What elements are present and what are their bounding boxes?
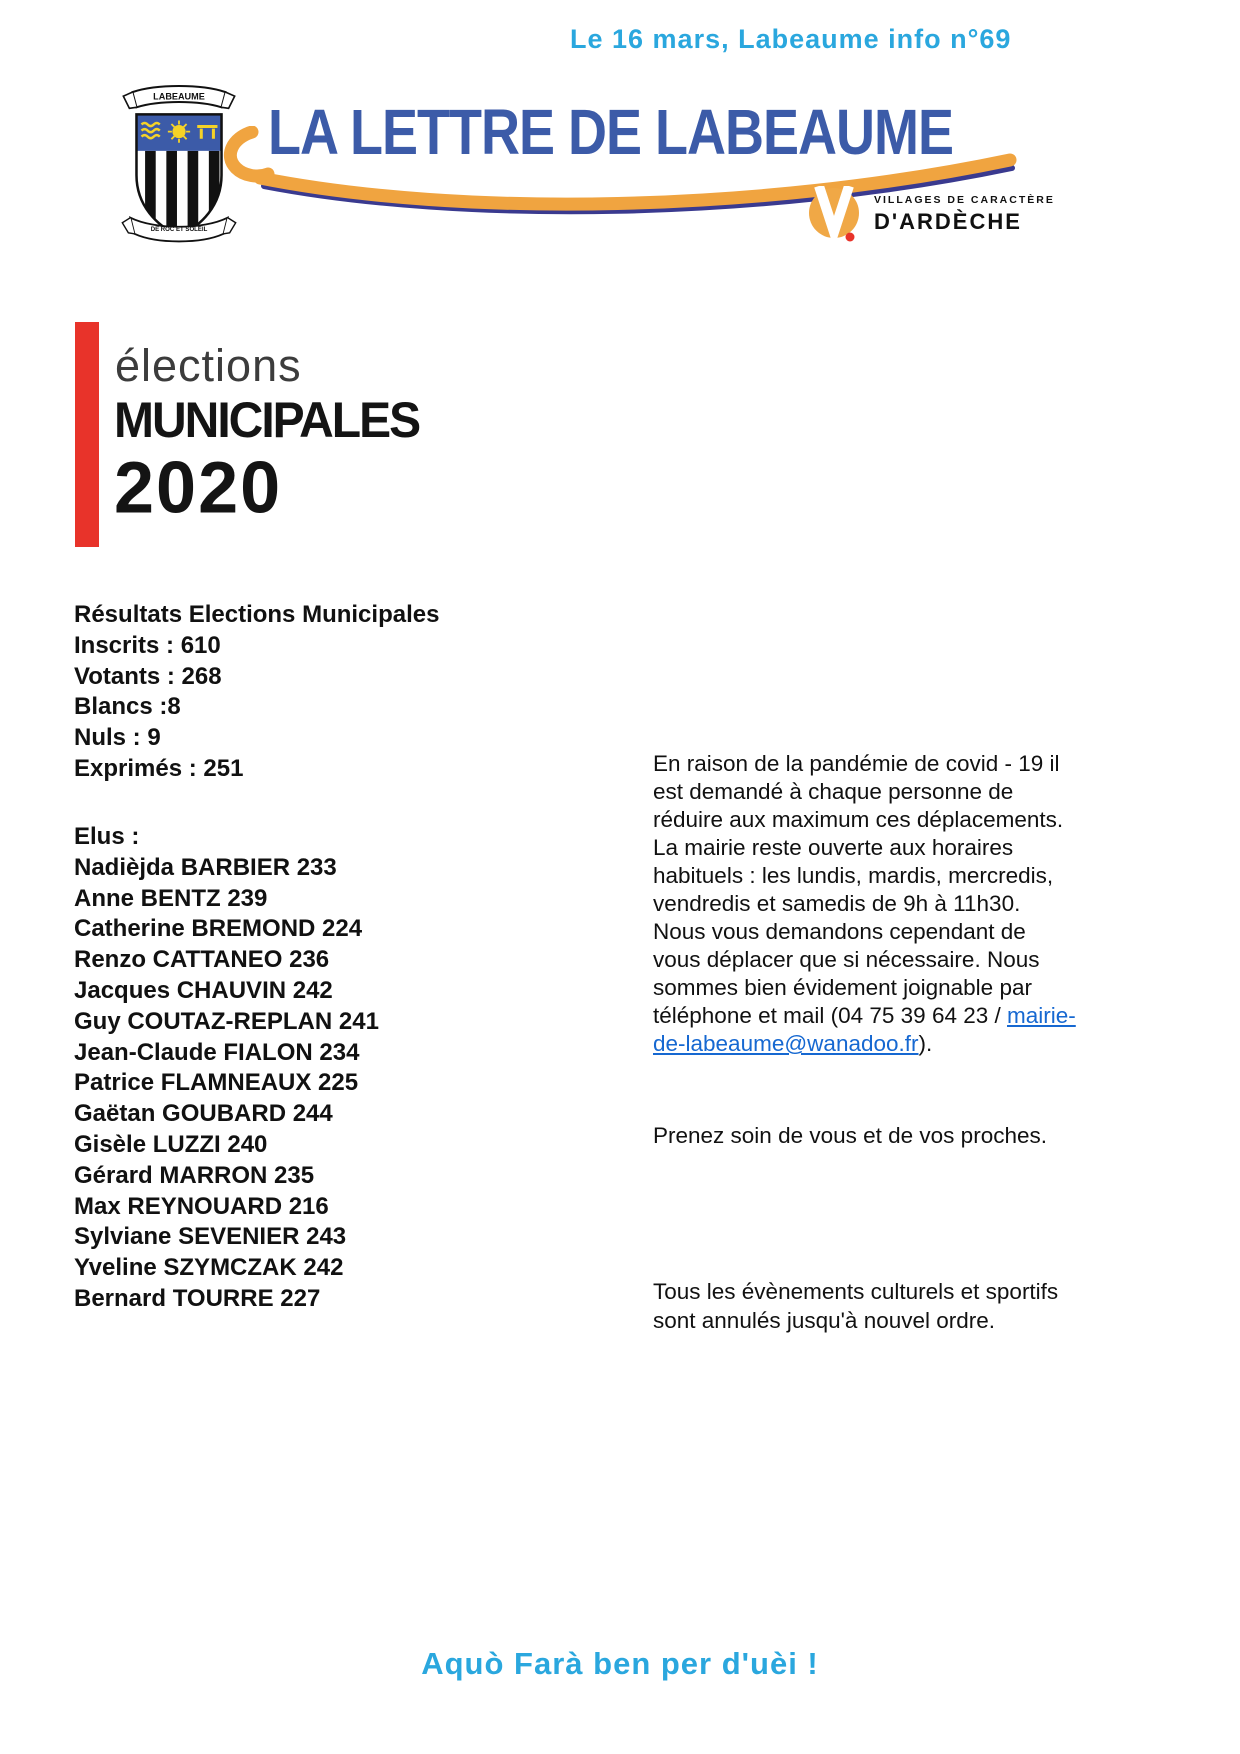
- covid-line10-text: téléphone et mail (04 75 39 64 23 /: [653, 1003, 1008, 1028]
- care-notice: Prenez soin de vous et de vos proches.: [653, 1123, 1047, 1148]
- elected-item: Jacques CHAUVIN 242: [74, 976, 333, 1004]
- elected-item: Bernard TOURRE 227: [74, 1284, 321, 1312]
- elected-item: Sylviane SEVENIER 243: [74, 1223, 347, 1251]
- covid-line: La mairie reste ouverte aux horaires: [653, 835, 1014, 860]
- covid-line: est demandé à chaque personne de: [653, 779, 1014, 804]
- elected-item: Nadièjda BARBIER 233: [74, 853, 337, 881]
- stat-line: Inscrits : 610: [74, 631, 221, 659]
- elections-logo-line-2020: 2020: [114, 447, 283, 529]
- results-block: [74, 600, 439, 785]
- results-title: Résultats Elections Municipales: [74, 601, 440, 628]
- elected-item: Gaëtan GOUBARD 244: [74, 1100, 333, 1128]
- villages-v-icon: [806, 186, 864, 246]
- elections-logo-red-bar: [75, 322, 99, 547]
- elected-item: Guy COUTAZ-REPLAN 241: [74, 1007, 379, 1035]
- stat-line: Nuls : 9: [74, 724, 161, 752]
- covid-line: [653, 1030, 1076, 1058]
- elected-title: Elus :: [74, 823, 140, 850]
- elected-item: Patrice FLAMNEAUX 225: [74, 1069, 359, 1097]
- elected-item: Max REYNOUARD 216: [74, 1192, 329, 1220]
- email-link[interactable]: mairie-: [1007, 1003, 1076, 1028]
- crest-bottom-banner-text: DE ROC ET SOLEIL: [150, 226, 208, 233]
- events-notice: Tous les évènements culturels et sportifs sont annulés jusqu'à nouvel ordre.: [653, 1279, 1059, 1333]
- covid-line: En raison de la pandémie de covid - 19 il: [653, 751, 1060, 776]
- partner-logo-line2: D'ARDÈCHE: [874, 209, 1022, 234]
- elections-logo-line-municipales: MUNICIPALES: [114, 393, 420, 449]
- issue-header: Le 16 mars, Labeaume info n°69: [570, 24, 1012, 54]
- partner-logo-line1: VILLAGES DE CARACTÈRE: [874, 194, 1055, 206]
- covid-line: sommes bien évidement joignable par: [653, 975, 1032, 1000]
- elected-item: Gisèle LUZZI 240: [74, 1130, 268, 1158]
- crest-shield: [136, 114, 221, 242]
- stat-line: Blancs :8: [74, 693, 181, 721]
- covid-notice: [653, 750, 1076, 1058]
- elected-item: Yveline SZYMCZAK 242: [74, 1254, 344, 1282]
- newsletter-title: LA LETTRE DE LABEAUME: [268, 97, 953, 168]
- stat-line: Exprimés : 251: [74, 754, 244, 782]
- elected-item: Jean-Claude FIALON 234: [74, 1038, 360, 1066]
- elected-item: Renzo CATTANEO 236: [74, 946, 330, 974]
- elected-item: Gérard MARRON 235: [74, 1161, 315, 1189]
- footer-motto: Aquò Farà ben per d'uèi !: [421, 1646, 819, 1681]
- email-link[interactable]: de-labeaume@wanadoo.fr: [653, 1031, 919, 1056]
- covid-line: [653, 1002, 1076, 1030]
- crest-top-banner: [123, 86, 234, 108]
- villages-caractere-logo: [806, 186, 1055, 246]
- covid-line11-text: ).: [918, 1031, 933, 1056]
- stat-line: Votants : 268: [74, 662, 222, 690]
- covid-line: vendredis et samedis de 9h à 11h30.: [653, 891, 1021, 916]
- elected-item: Catherine BREMOND 224: [74, 915, 363, 943]
- covid-line: habituels : les lundis, mardis, mercredis,: [653, 863, 1054, 888]
- covid-line: vous déplacer que si nécessaire. Nous: [653, 947, 1040, 972]
- elected-block: [74, 822, 379, 1315]
- crest-top-banner-text: LABEAUME: [153, 91, 205, 102]
- elected-item: Anne BENTZ 239: [74, 884, 268, 912]
- covid-line: Nous vous demandons cependant de: [653, 919, 1026, 944]
- elections-logo-line-elections: élections: [115, 340, 302, 391]
- covid-line: réduire aux maximum ces déplacements.: [653, 807, 1064, 832]
